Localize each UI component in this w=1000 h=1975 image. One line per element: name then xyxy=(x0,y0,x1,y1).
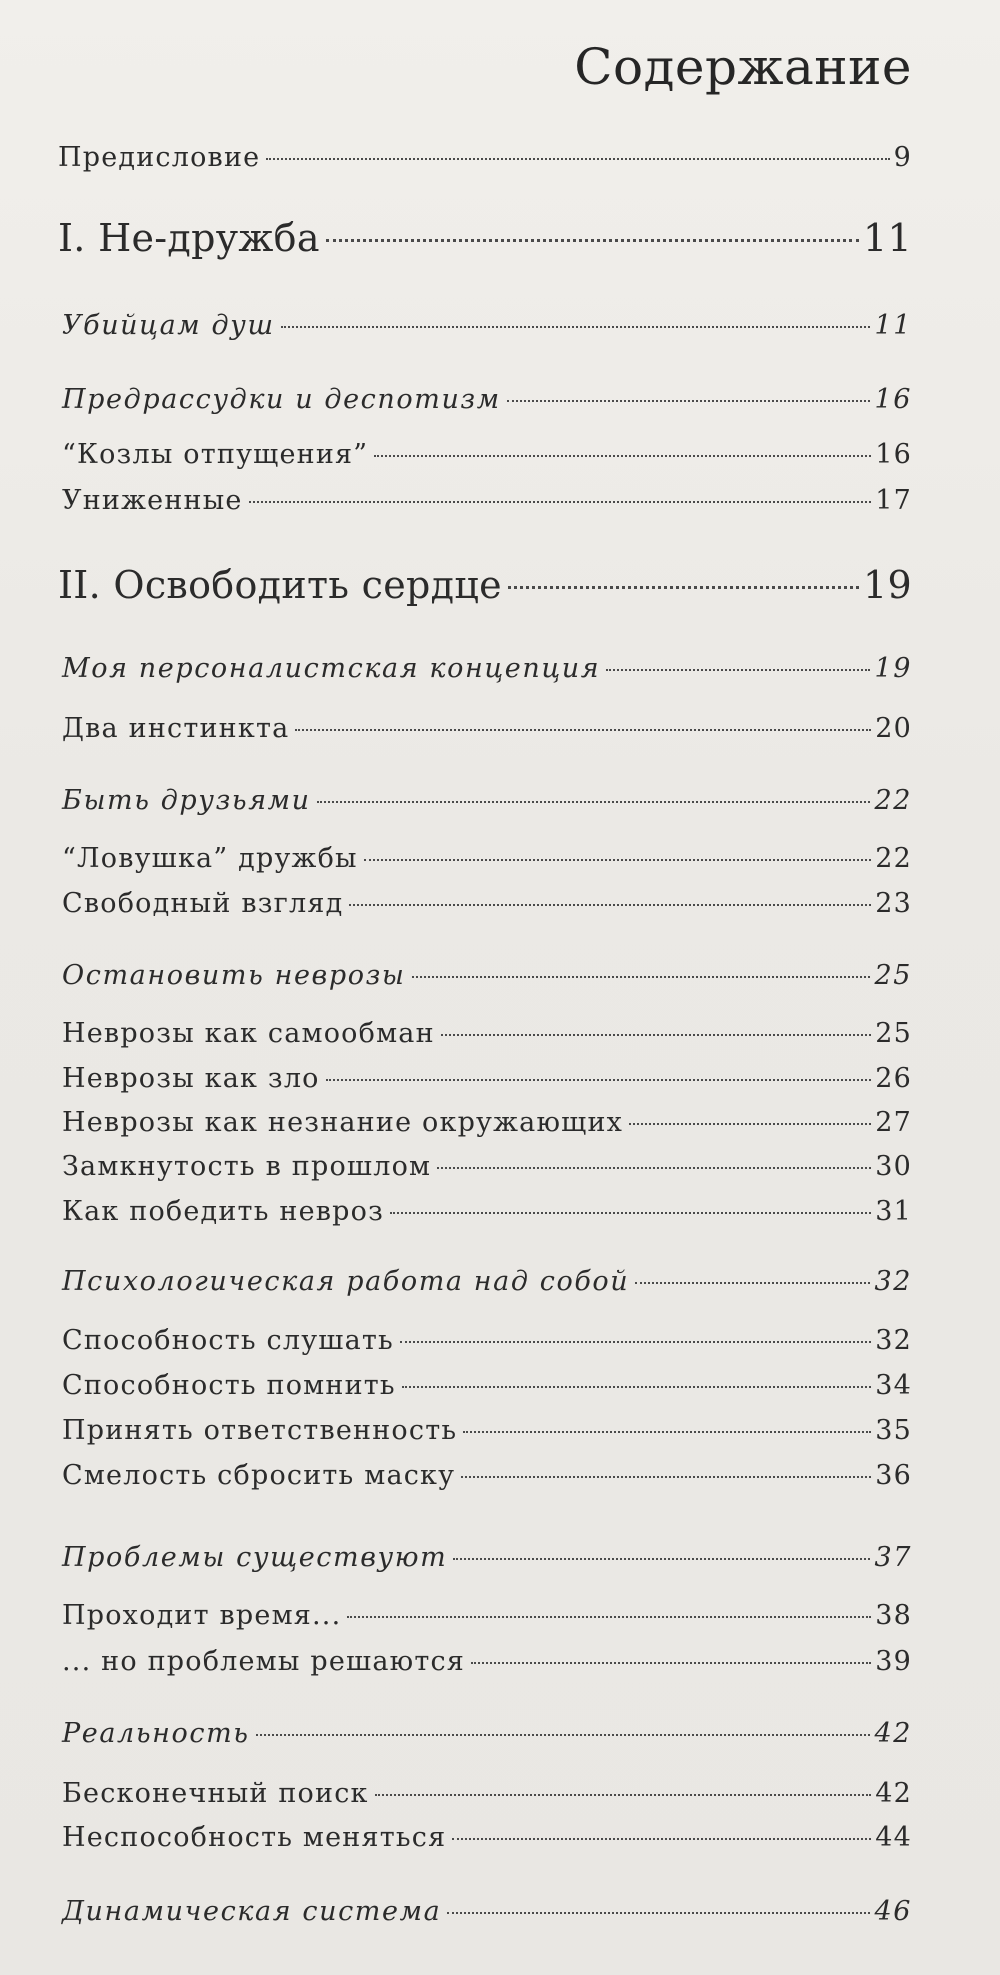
toc-chapter-1 xyxy=(58,216,912,260)
dot-leader xyxy=(364,859,872,861)
dot-leader xyxy=(390,1212,871,1214)
dot-leader xyxy=(463,1431,871,1433)
dot-leader xyxy=(412,976,871,978)
toc-entry-page: 11 xyxy=(874,310,912,341)
dot-leader xyxy=(437,1167,871,1169)
dot-leader xyxy=(635,1282,870,1284)
toc-section xyxy=(62,384,912,415)
dot-leader xyxy=(400,1341,871,1343)
toc-entry-page: 27 xyxy=(875,1107,912,1138)
toc-entry-label: Проходит время... xyxy=(62,1600,342,1631)
toc-entry-label: Свободный взгляд xyxy=(62,888,344,919)
dot-leader xyxy=(249,501,872,503)
toc-entry-label: I. Не-дружба xyxy=(58,216,320,260)
toc-subentry xyxy=(62,713,912,744)
toc-entry-page: 30 xyxy=(875,1151,912,1182)
toc-entry-page: 17 xyxy=(875,485,912,516)
dot-leader xyxy=(508,586,859,589)
toc-section xyxy=(62,1542,912,1573)
toc-subentry xyxy=(62,1018,912,1049)
dot-leader xyxy=(326,1079,872,1081)
toc-entry-label: Замкнутость в прошлом xyxy=(62,1151,432,1182)
dot-leader xyxy=(402,1386,871,1388)
toc-entry-page: 11 xyxy=(863,216,912,260)
dot-leader xyxy=(326,239,859,242)
toc-subentry xyxy=(62,1460,912,1491)
toc-entry-page: 22 xyxy=(875,843,912,874)
toc-entry-label: Неспособность меняться xyxy=(62,1822,447,1853)
toc-section xyxy=(62,653,912,684)
toc-entry-page: 32 xyxy=(874,1266,912,1297)
toc-entry-page: 36 xyxy=(875,1460,912,1491)
toc-entry-label: Проблемы существуют xyxy=(62,1542,448,1573)
toc-entry-label: Неврозы как зло xyxy=(62,1063,320,1094)
dot-leader xyxy=(375,1794,872,1796)
toc-subentry xyxy=(62,888,912,919)
toc-entry-page: 25 xyxy=(875,1018,912,1049)
toc-entry-label: Предисловие xyxy=(58,142,261,173)
toc-subentry xyxy=(62,1415,912,1446)
toc-entry-page: 22 xyxy=(874,785,912,816)
toc-entry-label: “Ловушка” дружбы xyxy=(62,843,358,874)
toc-subentry xyxy=(62,1151,912,1182)
toc-section xyxy=(62,1896,912,1927)
toc-section xyxy=(62,1718,912,1749)
toc-subentry xyxy=(62,1600,912,1631)
dot-leader xyxy=(629,1123,871,1125)
toc-entry-label: Два инстинкта xyxy=(62,713,290,744)
dot-leader xyxy=(606,669,870,671)
toc-entry-page: 39 xyxy=(875,1646,912,1677)
dot-leader xyxy=(281,326,871,328)
toc-entry-page: 26 xyxy=(875,1063,912,1094)
toc-entry-label: Остановить неврозы xyxy=(62,960,406,991)
dot-leader xyxy=(447,1912,870,1914)
toc-subentry xyxy=(62,439,912,470)
toc-entry-label: Способность слушать xyxy=(62,1325,394,1356)
toc-entry-page: 44 xyxy=(875,1822,912,1853)
toc-entry-label: Психологическая работа над собой xyxy=(62,1266,630,1297)
toc-entry-page: 20 xyxy=(875,713,912,744)
dot-leader xyxy=(317,801,871,803)
toc-entry-page: 42 xyxy=(875,1778,912,1809)
dot-leader xyxy=(256,1734,871,1736)
toc-entry-label: Быть друзьями xyxy=(62,785,311,816)
toc-subentry xyxy=(62,1646,912,1677)
toc-subentry xyxy=(62,1107,912,1138)
toc-subentry xyxy=(62,1822,912,1853)
toc-subentry xyxy=(62,1063,912,1094)
toc-subentry xyxy=(62,1370,912,1401)
toc-entry-label: Униженные xyxy=(62,485,243,516)
toc-subentry xyxy=(62,843,912,874)
toc-entry-label: Как победить невроз xyxy=(62,1196,385,1227)
toc-entry-page: 19 xyxy=(874,653,912,684)
toc-subentry xyxy=(62,1196,912,1227)
toc-entry-label: Моя персоналистская концепция xyxy=(62,653,601,684)
toc-section xyxy=(62,310,912,341)
toc-entry-page: 16 xyxy=(874,384,912,415)
dot-leader xyxy=(349,904,871,906)
dot-leader xyxy=(441,1034,871,1036)
dot-leader xyxy=(295,729,871,731)
toc-entry-label: Реальность xyxy=(62,1718,250,1749)
dot-leader xyxy=(374,455,871,457)
toc-entry-page: 35 xyxy=(875,1415,912,1446)
toc-entry-page: 25 xyxy=(874,960,912,991)
toc-entry-label: “Козлы отпущения” xyxy=(62,439,369,470)
toc-section xyxy=(62,1266,912,1297)
dot-leader xyxy=(507,400,871,402)
dot-leader xyxy=(453,1558,870,1560)
toc-entry-page: 32 xyxy=(875,1325,912,1356)
toc-entry-page: 34 xyxy=(875,1370,912,1401)
dot-leader xyxy=(461,1476,871,1478)
toc-entry-page: 37 xyxy=(874,1542,912,1573)
toc-subentry xyxy=(62,1778,912,1809)
toc-entry-label: ... но проблемы решаются xyxy=(62,1646,466,1677)
page-title: Содержание xyxy=(574,38,912,96)
toc-entry-label: Принять ответственность xyxy=(62,1415,458,1446)
toc-entry-label: Динамическая система xyxy=(62,1896,442,1927)
toc-entry-page: 23 xyxy=(875,888,912,919)
toc-chapter-2 xyxy=(58,563,912,607)
toc-entry-label: Смелость сбросить маску xyxy=(62,1460,456,1491)
toc-section xyxy=(62,960,912,991)
toc-entry-page: 19 xyxy=(863,563,912,607)
toc-entry-label: Предрассудки и деспотизм xyxy=(62,384,501,415)
toc-section xyxy=(62,785,912,816)
toc-entry-page: 38 xyxy=(875,1600,912,1631)
toc-subentry xyxy=(62,1325,912,1356)
toc-entry-page: 9 xyxy=(893,142,912,173)
toc-entry-page: 42 xyxy=(874,1718,912,1749)
toc-entry-label: Бесконечный поиск xyxy=(62,1778,369,1809)
dot-leader xyxy=(452,1838,871,1840)
toc-entry-page: 31 xyxy=(875,1196,912,1227)
toc-subentry xyxy=(62,485,912,516)
toc-entry-preface xyxy=(58,142,912,173)
toc-entry-page: 46 xyxy=(874,1896,912,1927)
dot-leader xyxy=(266,158,889,160)
toc-entry-label: Неврозы как самообман xyxy=(62,1018,435,1049)
toc-entry-label: Неврозы как незнание окружающих xyxy=(62,1107,624,1138)
toc-entry-page: 16 xyxy=(875,439,912,470)
toc-entry-label: II. Освободить сердце xyxy=(58,563,502,607)
toc-entry-label: Способность помнить xyxy=(62,1370,396,1401)
dot-leader xyxy=(347,1616,871,1618)
toc-entry-label: Убийцам душ xyxy=(62,310,275,341)
dot-leader xyxy=(471,1662,871,1664)
